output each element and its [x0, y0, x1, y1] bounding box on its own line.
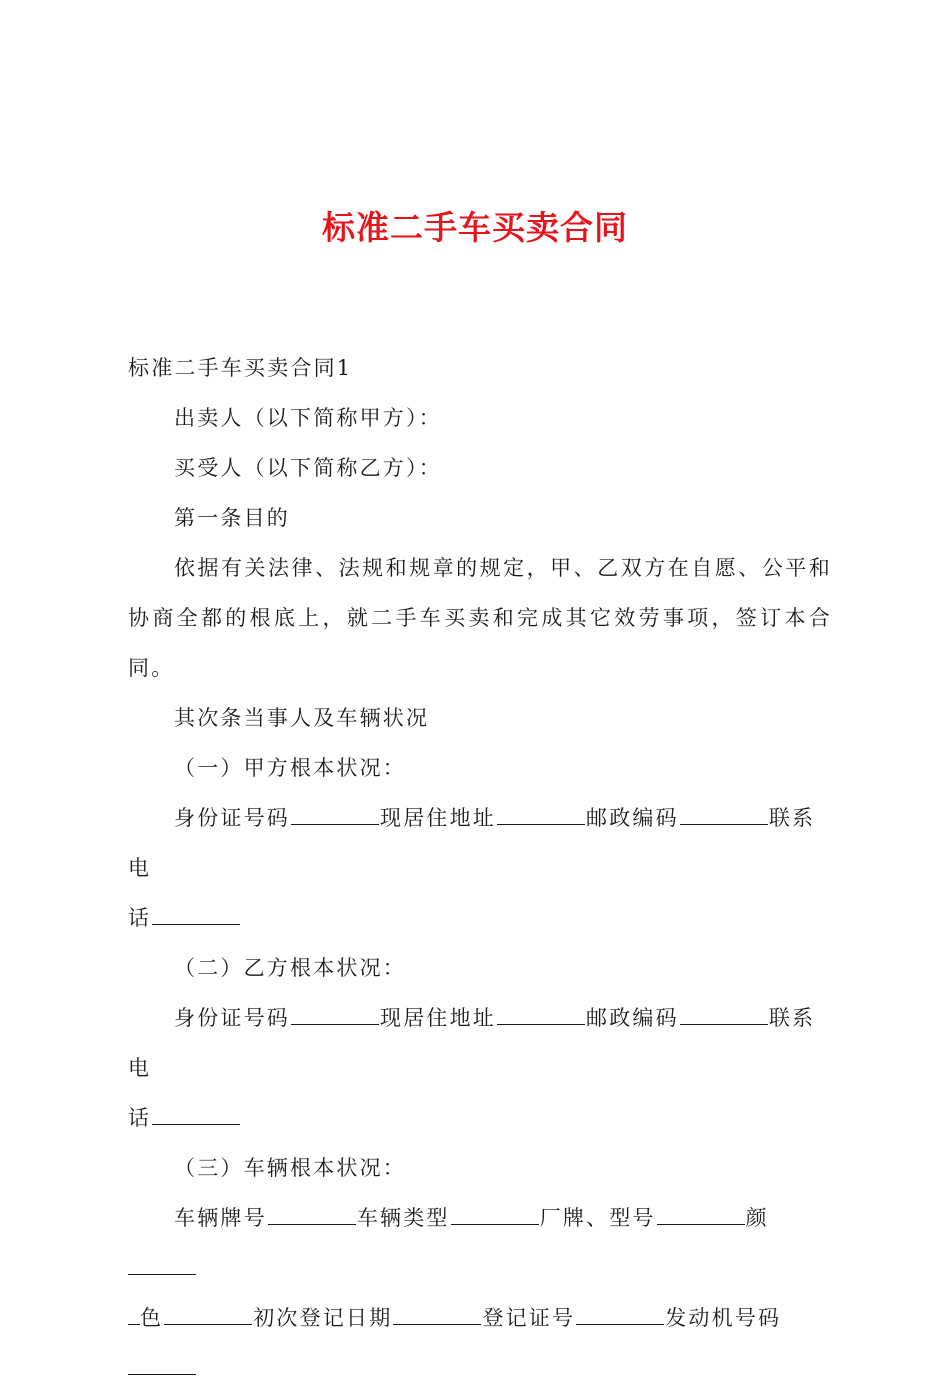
address-blank[interactable] — [497, 806, 585, 825]
first-reg-date-label: 初次登记日期 — [253, 1306, 393, 1330]
engine-no-label: 发动机号码 — [665, 1306, 782, 1330]
party-a-heading: （一）甲方根本状况： — [174, 756, 406, 780]
phone-label-part1: 联系电 — [128, 1006, 816, 1080]
article-1-text: 依据有关法律、法规和规章的规定，甲、乙双方在自愿、公平和协商全都的根底上，就二手车买卖和完成其它效劳事项，签订本合同。 — [128, 556, 832, 680]
color-blank[interactable] — [128, 1256, 196, 1275]
document-body — [128, 343, 832, 1393]
postcode-blank[interactable] — [680, 806, 768, 825]
color-blank-cont[interactable] — [128, 1306, 140, 1325]
id-number-label: 身份证号码 — [174, 806, 290, 830]
brand-model-blank[interactable] — [657, 1206, 745, 1225]
plate-blank[interactable] — [268, 1206, 356, 1225]
article-1-heading: 第一条目的 — [174, 506, 290, 530]
party-b-fields-cont — [128, 1093, 832, 1143]
address-label: 现居住地址 — [380, 806, 496, 830]
vehicle-heading: （三）车辆根本状况： — [174, 1156, 406, 1180]
postcode-blank[interactable] — [680, 1006, 768, 1025]
phone-label-part2: 话 — [128, 906, 152, 930]
seller-line: 出卖人（以下简称甲方）： — [174, 406, 442, 430]
address-label: 现居住地址 — [380, 1006, 496, 1030]
buyer-line: 买受人（以下简称乙方）： — [174, 456, 442, 480]
party-a-fields — [128, 793, 832, 893]
id-number-label: 身份证号码 — [174, 1006, 290, 1030]
first-reg-date-blank[interactable] — [393, 1306, 481, 1325]
phone-blank[interactable] — [152, 906, 240, 925]
phone-label-part2: 话 — [128, 1106, 152, 1130]
postcode-label: 邮政编码 — [586, 1006, 679, 1030]
vehicle-fields-cont — [128, 1293, 832, 1393]
reg-cert-blank[interactable] — [576, 1306, 664, 1325]
brand-model-label: 厂牌、型号 — [539, 1206, 656, 1230]
plate-label: 车辆牌号 — [174, 1206, 267, 1230]
engine-no-blank[interactable] — [128, 1356, 196, 1375]
reg-cert-label: 登记证号 — [482, 1306, 576, 1330]
party-a-fields-cont — [128, 893, 832, 943]
article-2-heading: 其次条当事人及车辆状况 — [174, 706, 430, 730]
color-value-blank[interactable] — [164, 1306, 252, 1325]
color-label-part1: 颜 — [745, 1206, 769, 1230]
address-blank[interactable] — [497, 1006, 585, 1025]
party-b-heading: （二）乙方根本状况： — [174, 956, 406, 980]
vehicle-type-label: 车辆类型 — [356, 1206, 450, 1230]
vehicle-fields — [128, 1193, 832, 1293]
vehicle-type-blank[interactable] — [451, 1206, 539, 1225]
id-number-blank[interactable] — [291, 806, 379, 825]
phone-label-part1: 联系电 — [128, 806, 816, 880]
phone-blank[interactable] — [152, 1106, 240, 1125]
postcode-label: 邮政编码 — [586, 806, 679, 830]
contract-subtitle: 标准二手车买卖合同1 — [128, 356, 353, 380]
color-label-part2: 色 — [140, 1306, 164, 1330]
party-b-fields — [128, 993, 832, 1093]
id-number-blank[interactable] — [291, 1006, 379, 1025]
document-title: 标准二手车买卖合同 — [322, 208, 628, 247]
